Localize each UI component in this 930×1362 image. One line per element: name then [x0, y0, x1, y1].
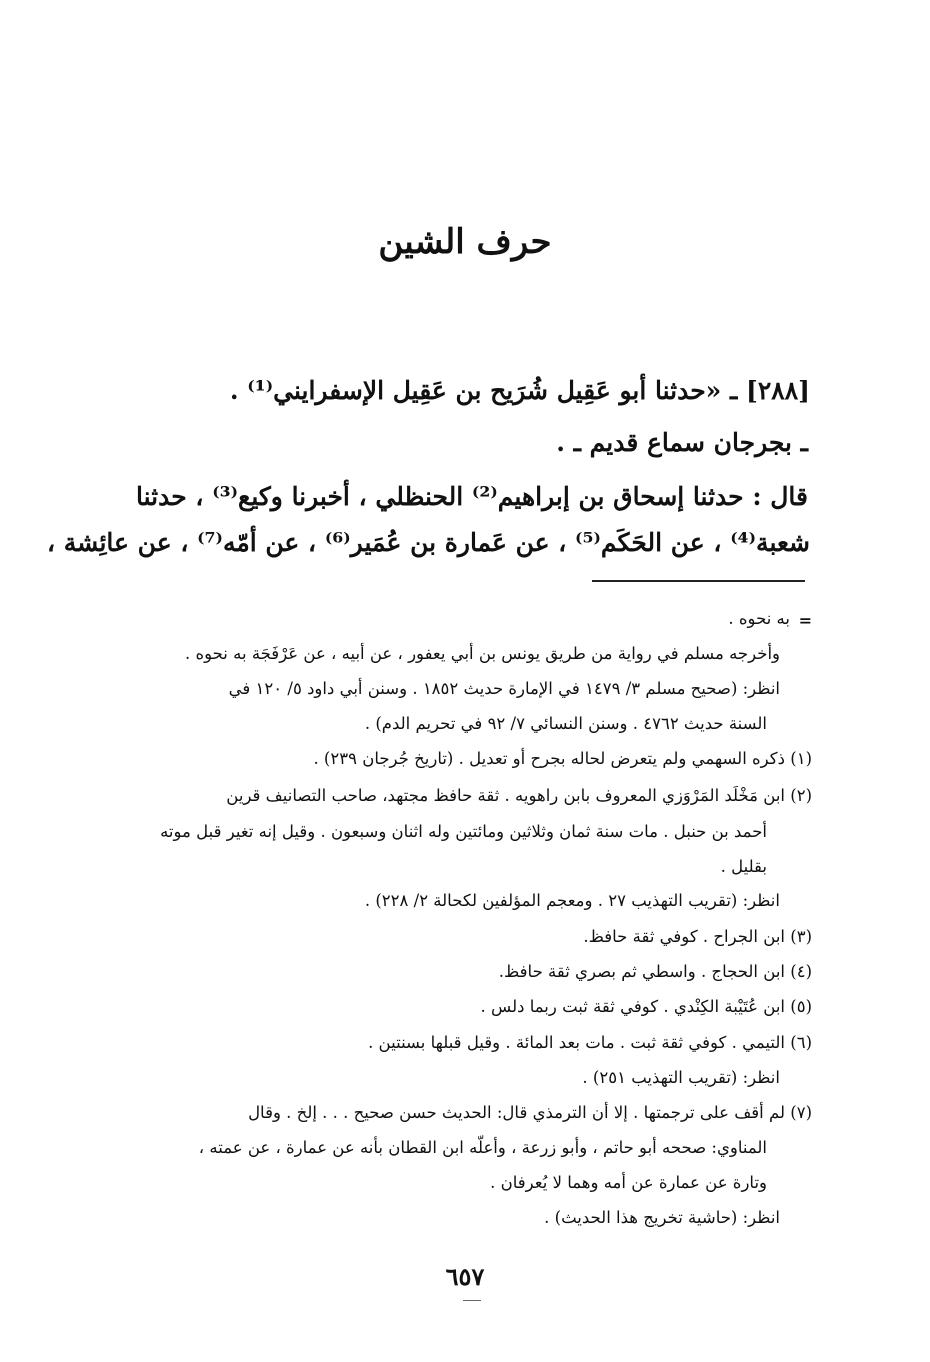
- page-number-underline: [463, 1300, 481, 1301]
- footnote-7-line: وتارة عن عمارة عن أمه وهما لا يُعرفان .: [490, 1173, 767, 1192]
- footnote-continuation-line: انظر: (صحيح مسلم ٣/ ١٤٧٩ في الإمارة حديث ١٨٥٢ . وسنن أبي داود ٥/ ١٢٠ في: [228, 679, 780, 698]
- footnote-continuation-line: وأخرجه مسلم في رواية من طريق يونس بن أبي يعفور ، عن أبيه ، عن عَرْفَجَة به نحوه .: [184, 644, 780, 663]
- footnote-2-line: انظر: (تقريب التهذيب ٢٧ . ومعجم المؤلفين لكحالة ٢/ ٢٢٨) .: [364, 891, 780, 910]
- footnote-2-line: أحمد بن حنبل . مات سنة ثمان وثلاثين ومائتين وله اثنان وسبعون . وقيل إنه تغير قبل موته: [160, 822, 767, 841]
- isnad-line-2: شعبة⁽⁴⁾ ، عن الحَكَم⁽⁵⁾ ، عن عَمارة بن عُمَير⁽⁶⁾ ، عن أمّه⁽⁷⁾ ، عن عائِشة ،: [47, 528, 810, 557]
- footnote-2-line: (٢) ابن مَخْلَد المَرْوَزي المعروف بابن راهويه . ثقة حافظ مجتهد، صاحب التصانيف قرين: [226, 786, 812, 805]
- hadith-heading: [٢٨٨] ـ «حدثنا أبو عَقِيل شُرَيح بن عَقِيل الإسفرايني⁽¹⁾ .: [229, 376, 810, 405]
- footnote-6-line: انظر: (تقريب التهذيب ٢٥١) .: [582, 1068, 780, 1087]
- narration-note: ـ بجرجان سماع قديم ـ .: [556, 428, 808, 457]
- isnad-line-1: قال : حدثنا إسحاق بن إبراهيم⁽²⁾ الحنظلي ، أخبرنا وكيع⁽³⁾ ، حدثنا: [136, 482, 808, 511]
- footnote-3: (٣) ابن الجراح . كوفي ثقة حافظ.: [583, 927, 812, 946]
- footnote-7-line: المناوي: صححه أبو حاتم ، وأبو زرعة ، وأعلّه ابن القطان بأنه عن عمارة ، عن عمته ،: [198, 1138, 767, 1157]
- chapter-title: حرف الشين: [378, 222, 552, 262]
- page-number: ٦٥٧: [445, 1262, 485, 1291]
- footnote-continuation-line: به نحوه .: [728, 609, 790, 628]
- footnote-continuation-line: السنة حديث ٤٧٦٢ . وسنن النسائي ٧/ ٩٢ في تحريم الدم) .: [364, 714, 767, 733]
- footnote-6-line: (٦) التيمي . كوفي ثقة ثبت . مات بعد المائة . وقيل قبلها بسنتين .: [368, 1033, 812, 1052]
- footnote-7-line: انظر: (حاشية تخريج هذا الحديث) .: [544, 1208, 780, 1227]
- footnote-7-line: (٧) لم أقف على ترجمتها . إلا أن الترمذي قال: الحديث حسن صحيح . . . إلخ . وقال: [248, 1103, 812, 1122]
- footnote-1: (١) ذكره السهمي ولم يتعرض لحاله بجرح أو تعديل . (تاريخ جُرجان ٢٣٩) .: [313, 749, 812, 768]
- footnote-separator: [592, 580, 805, 582]
- footnote-2-line: بقليل .: [720, 857, 767, 876]
- footnote-5: (٥) ابن عُتَيْبة الكِنْدي . كوفي ثقة ثبت ربما دلس .: [480, 997, 812, 1016]
- continuation-mark: =: [798, 611, 812, 630]
- footnote-4: (٤) ابن الحجاج . واسطي ثم بصري ثقة حافظ.: [498, 962, 812, 981]
